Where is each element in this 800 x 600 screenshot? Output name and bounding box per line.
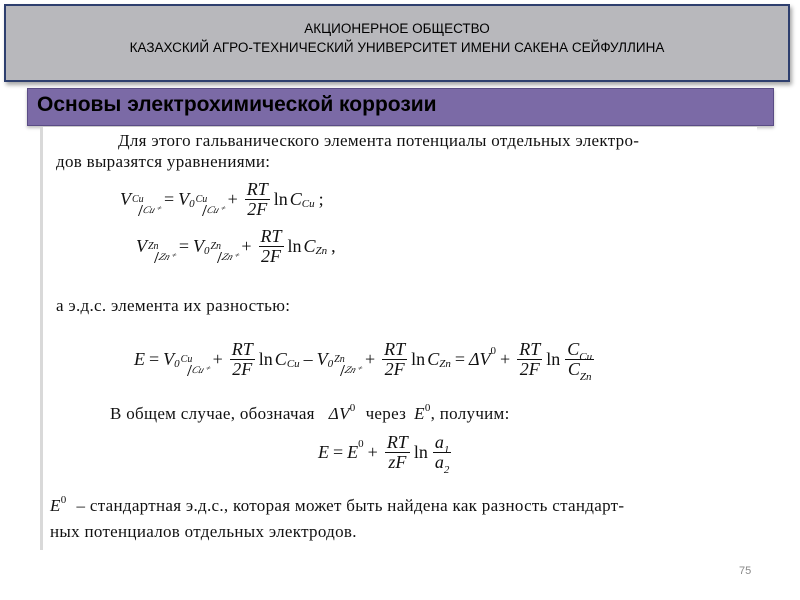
eq-subscript: Cu Cu⁺ (132, 194, 162, 217)
slide-title-bar (27, 88, 774, 126)
page-number: 75 (739, 565, 752, 577)
university-banner (4, 4, 790, 82)
slide-title: Основы электрохимической коррозии (37, 93, 437, 116)
paragraph-1-line-2: дов выразятся уравнениями: (56, 152, 271, 171)
equation-zn-potential: V Zn Zn⁺ = V 0 Zn Zn⁺ + $\frac{RT}{2F}$ ln C Zn , (136, 226, 336, 266)
eq-operator: + (227, 188, 238, 209)
paragraph-4-line-2: ных потенциалов отдельных электродов. (50, 522, 357, 541)
eq-symbol: V (120, 188, 131, 209)
eq-fraction: $\frac{RT}{2F}$ (260, 226, 282, 266)
banner-line-2: КАЗАХСКИЙ АГРО-ТЕХНИЧЕСКИЙ УНИВЕРСИТЕТ ИМЕНИ САКЕНА СЕЙФУЛЛИНА (129, 40, 665, 55)
equation-emf-difference: E = V 0 Cu Cu⁺ + $\frac{RT}{2F}$ ln C Cu – V 0 Zn Zn⁺ + $\frac{RT}{2F}$ ln C Zn = ΔV 0 + $\frac{RT}{2F}$ ln $\frac{C_{Cu}}{C_{Zn}}$ (134, 339, 593, 383)
eq-fraction-concentrations: $\frac{C_{Cu}}{C_{Zn}}$ (567, 339, 593, 383)
eq-operator: = (163, 188, 175, 209)
equation-nernst-general: E = E 0 + $\frac{RT}{zF}$ ln $\frac{a_1}{a_2}$ (318, 432, 450, 476)
paragraph-4-line-1: $E^0$ – стандартная э.д.с., которая может быть найдена как разность стандарт- (50, 494, 625, 515)
eq-subscript: Cu Cu⁺ (195, 194, 226, 217)
eq-fraction: $\frac{RT}{2F}$ (246, 179, 268, 219)
eq-symbol: V (178, 188, 190, 209)
eq-symbol: V (193, 235, 204, 256)
paragraph-2: а э.д.с. элемента их разностью: (56, 296, 291, 315)
eq-operator: + (241, 235, 252, 256)
eq-subscript: Zn Zn⁺ (210, 241, 240, 264)
paragraph-1-line-1: Для этого гальванического элемента потенциалы отдельных электро- (118, 131, 640, 150)
eq-operator: = (178, 235, 189, 256)
equation-cu-potential: V Cu Cu⁺ = V 0 Cu Cu⁺ + $\frac{RT}{2F}$ ln C Cu ; (120, 179, 324, 219)
eq-fraction-activities: $\frac{a_1}{a_2}$ (434, 432, 450, 476)
banner-line-1: АКЦИОНЕРНОЕ ОБЩЕСТВО (304, 21, 490, 36)
paragraph-3: В общем случае, обозначая $\Delta V^0$ через $E^0$ , получим: (110, 402, 510, 423)
eq-subscript: Zn Zn⁺ (148, 241, 177, 264)
eq-symbol: V (136, 235, 147, 256)
